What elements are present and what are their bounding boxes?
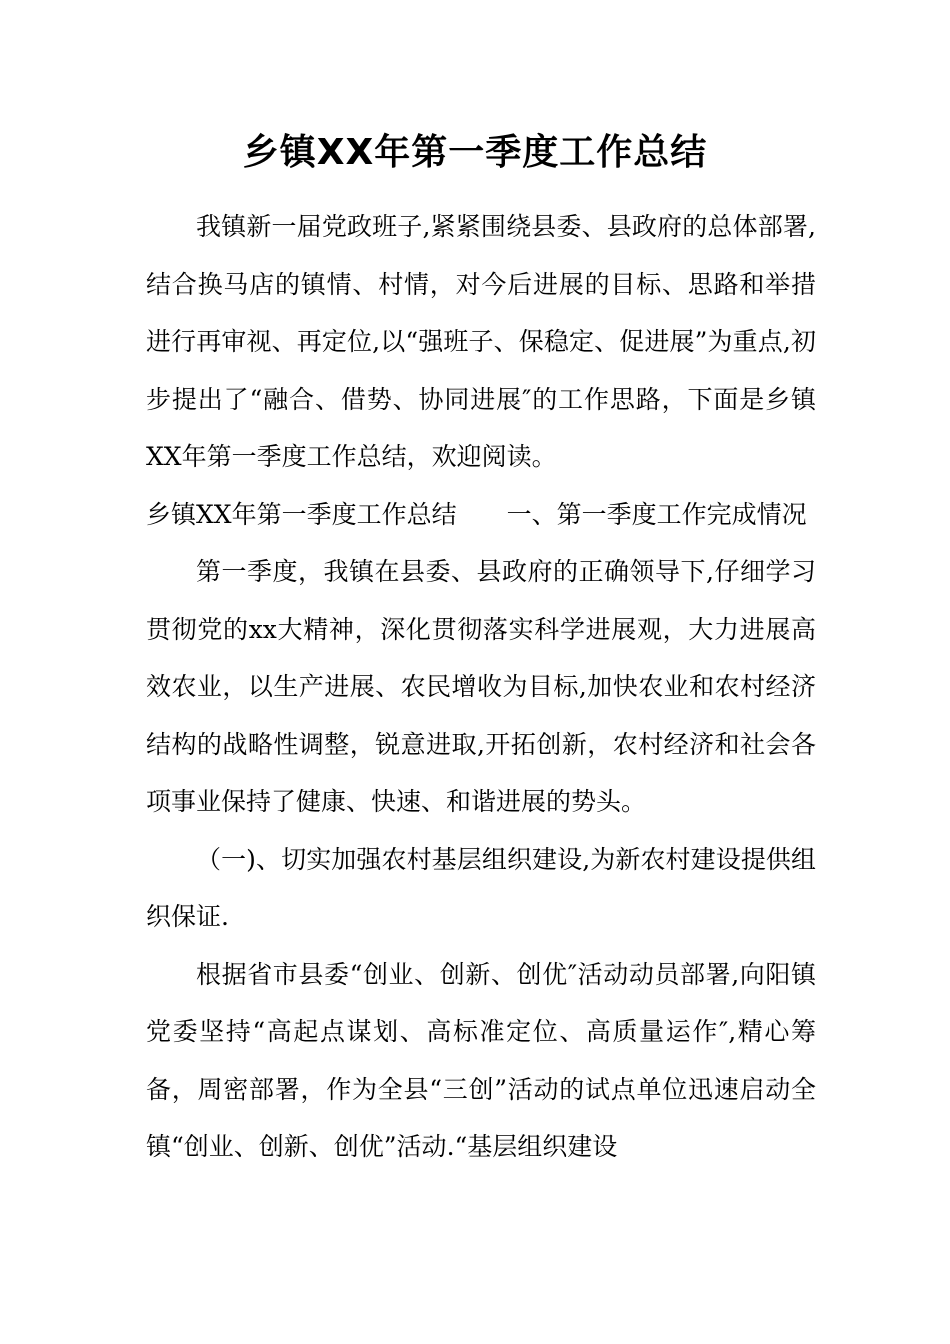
intro-paragraph: 我镇新一届党政班子,紧紧围绕县委、县政府的总体部署,结合换马店的镇情、村情，对今后进展的目标、思路和举措进行再审视、再定位,以“强班子、保稳定、促进展”为重点,初步提出了“融合、借势、协同进展″的工作思路，下面是乡镇XX年第一季度工作总结，欢迎阅读。 [146, 212, 816, 471]
section-heading: 一、第一季度工作完成情况 [506, 499, 807, 529]
section-heading-line [146, 486, 816, 544]
document-body [146, 198, 816, 1176]
document-title: 乡镇XX年第一季度工作总结 [242, 132, 708, 173]
summary-paragraph: 第一季度，我镇在县委、县政府的正确领导下,仔细学习贯彻党的xx大精神，深化贯彻落实科学进展观，大力进展高效农业，以生产进展、农民增收为目标,加快农业和农村经济结构的战略性调整，锐意进取,开拓创新，农村经济和社会各项事业保持了健康、快速、和谐进展的势头。 [146, 557, 816, 816]
section-title: 乡镇XX年第一季度工作总结 [146, 499, 457, 529]
subsection-heading: （一)、切实加强农村基层组织建设,为新农村建设提供组织保证. [146, 844, 816, 931]
activity-paragraph: 根据省市县委“创业、创新、创优″活动动员部署,向阳镇党委坚持“高起点谋划、高标准定位、高质量运作″,精心筹备，周密部署，作为全县“三创”活动的试点单位迅速启动全镇“创业、创新、创优”活动.“基层组织建设 [146, 959, 816, 1161]
